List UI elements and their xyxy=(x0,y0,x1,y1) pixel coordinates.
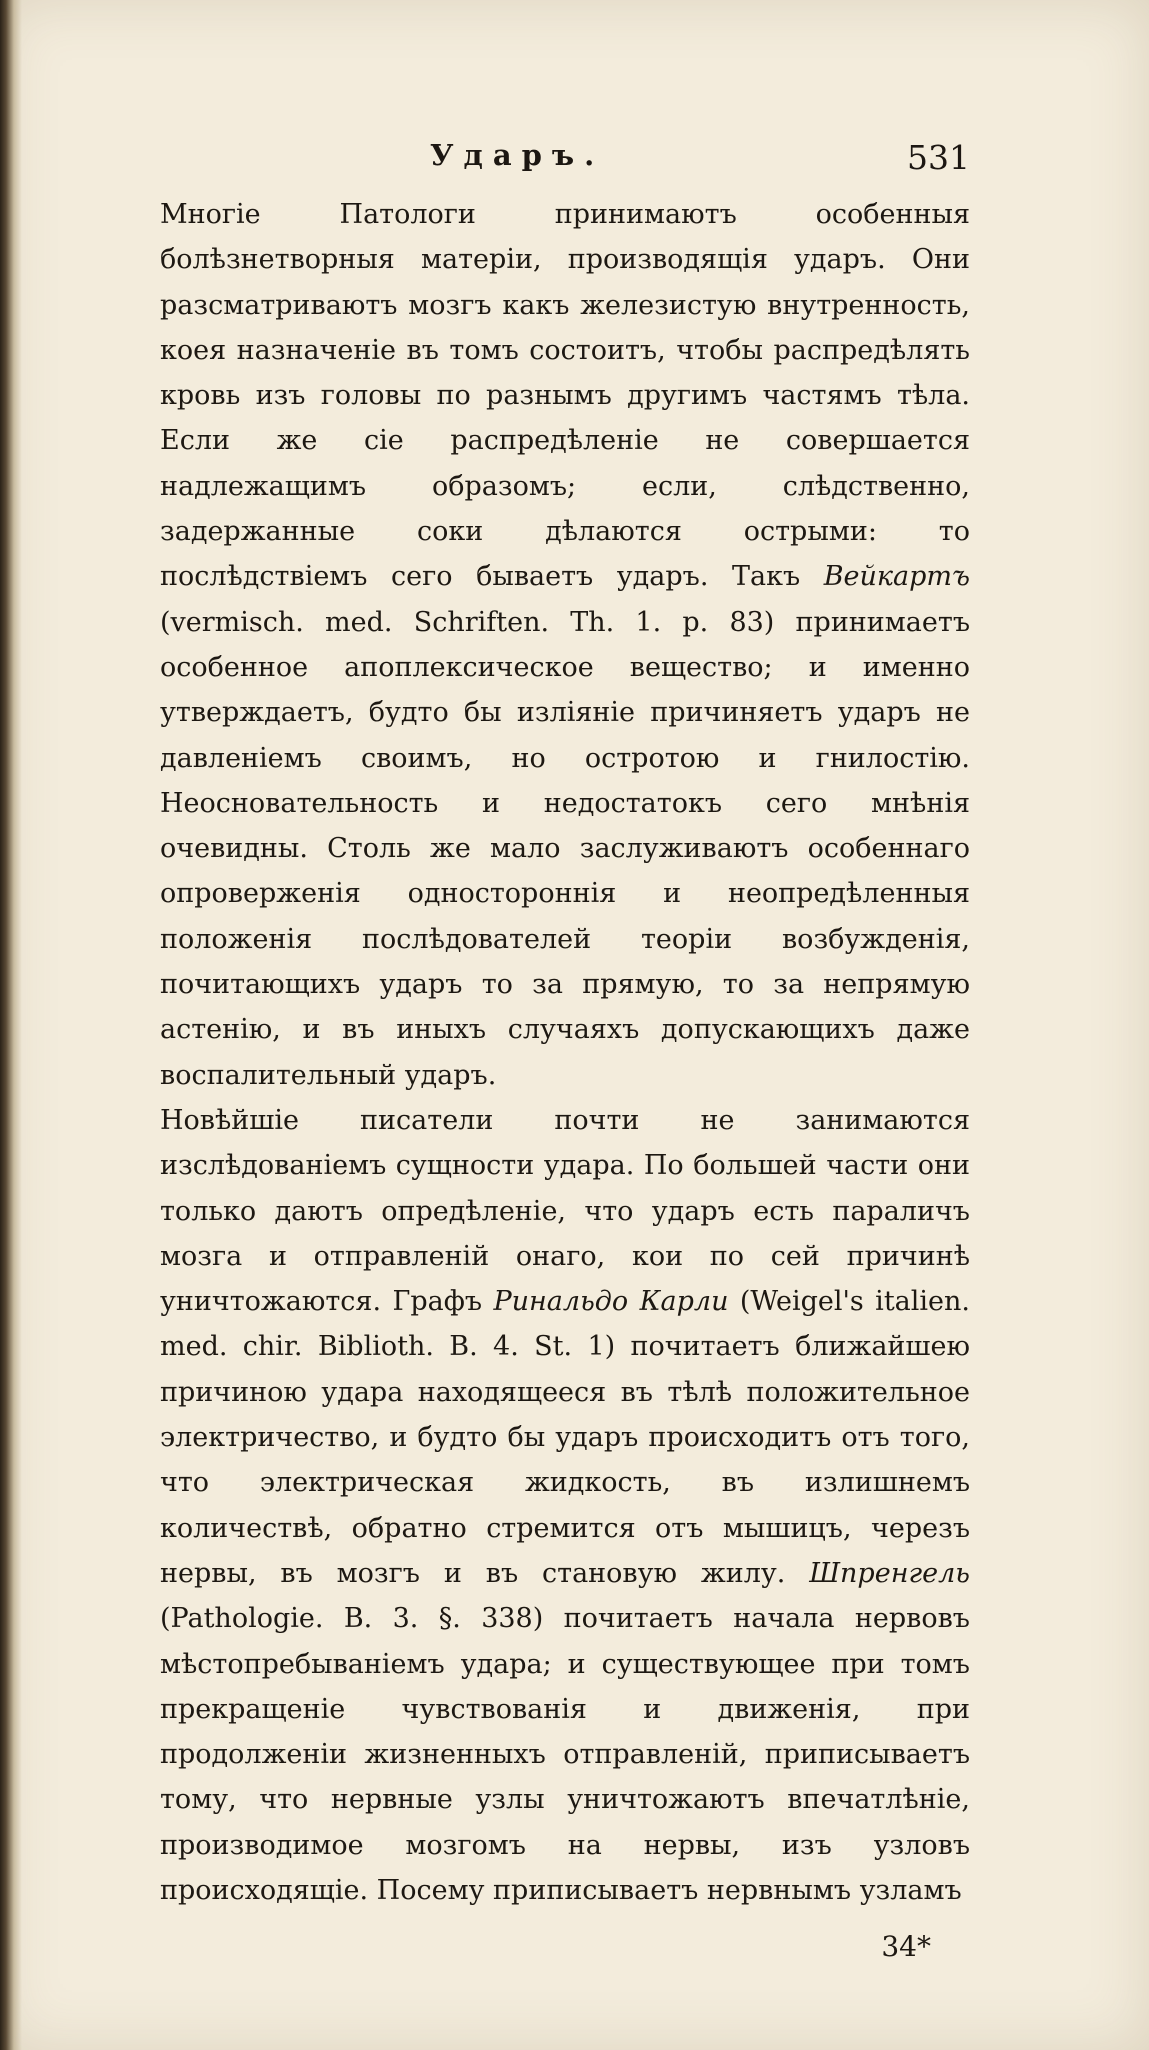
page-number: 531 xyxy=(907,138,970,177)
running-title: Ударъ. xyxy=(430,138,605,172)
author-name: Вейкартъ xyxy=(823,561,970,593)
signature-mark: 34* xyxy=(881,1930,931,1963)
author-name: Шпренгель xyxy=(809,1557,970,1589)
author-name: Ринальдо Карли xyxy=(493,1286,729,1318)
text-segment: (vermisch. med. Schriften. Th. 1. p. 83) принимаетъ особенное апоплексическое вещество; и именно утверждаетъ, будто бы изліяніе причиняетъ ударъ не давленіемъ своимъ, но остротою и гнилостію. Неосновательность и недостатокъ сего мнѣнія очевидны. Столь же мало заслуживаютъ особеннаго опроверженія одностороннія и неопредѣленныя положенія послѣдователей теоріи возбужденія, почитающихъ ударъ то за прямую, то за непрямую астенію, и въ иныхъ случаяхъ допускающихъ даже воспалительный ударъ. xyxy=(160,606,970,1091)
text-segment: (Pathologie. B. 3. §. 338) почитаетъ начала нервовъ мѣстопребываніемъ удара; и существующее при томъ прекращеніе чувствованія и движенія, при продолженіи жизненныхъ отправленій, приписываетъ тому, что нервные узлы уничтожаютъ впечатлѣніе, производимое мозгомъ на нервы, изъ узловъ происходящіе. Посему приписываетъ нервнымъ узламъ xyxy=(160,1603,970,1906)
text-segment: (Weigel's italien. med. chir. Biblioth. B. 4. St. 1) почитаетъ ближайшею причиною удара находящееся въ тѣлѣ положительное электричество, и будто бы ударъ происходитъ отъ того, что электрическая жидкость, въ излишнемъ количествѣ, обратно стремится отъ мышицъ, черезъ нервы, въ мозгъ и въ становую жилу. xyxy=(160,1286,970,1589)
paragraph-1 xyxy=(160,192,970,1098)
page-header xyxy=(160,138,970,178)
paragraph-2 xyxy=(160,1098,970,1913)
binding-edge xyxy=(0,0,22,2050)
text-segment: Новѣйшіе писатели почти не занимаются изслѣдованіемъ сущности удара. По большей части они только даютъ опредѣленіе, что ударъ есть параличъ мозга и отправленій онаго, кои по сей причинѣ уничтожаются. Графъ xyxy=(160,1104,970,1318)
text-segment: Многіе Патологи принимаютъ особенныя болѣзнетворныя матеріи, производящія ударъ. Они разсматриваютъ мозгъ какъ железистую внутренность, коея назначеніе въ томъ состоитъ, чтобы распредѣлять кровь изъ головы по разнымъ другимъ частямъ тѣла. Если же сіе распредѣленіе не совершается надлежащимъ образомъ; если, слѣдственно, задержанные соки дѣлаются острыми: то послѣдствіемъ сего бываетъ ударъ. Такъ xyxy=(160,199,970,593)
body-text xyxy=(160,192,970,1913)
